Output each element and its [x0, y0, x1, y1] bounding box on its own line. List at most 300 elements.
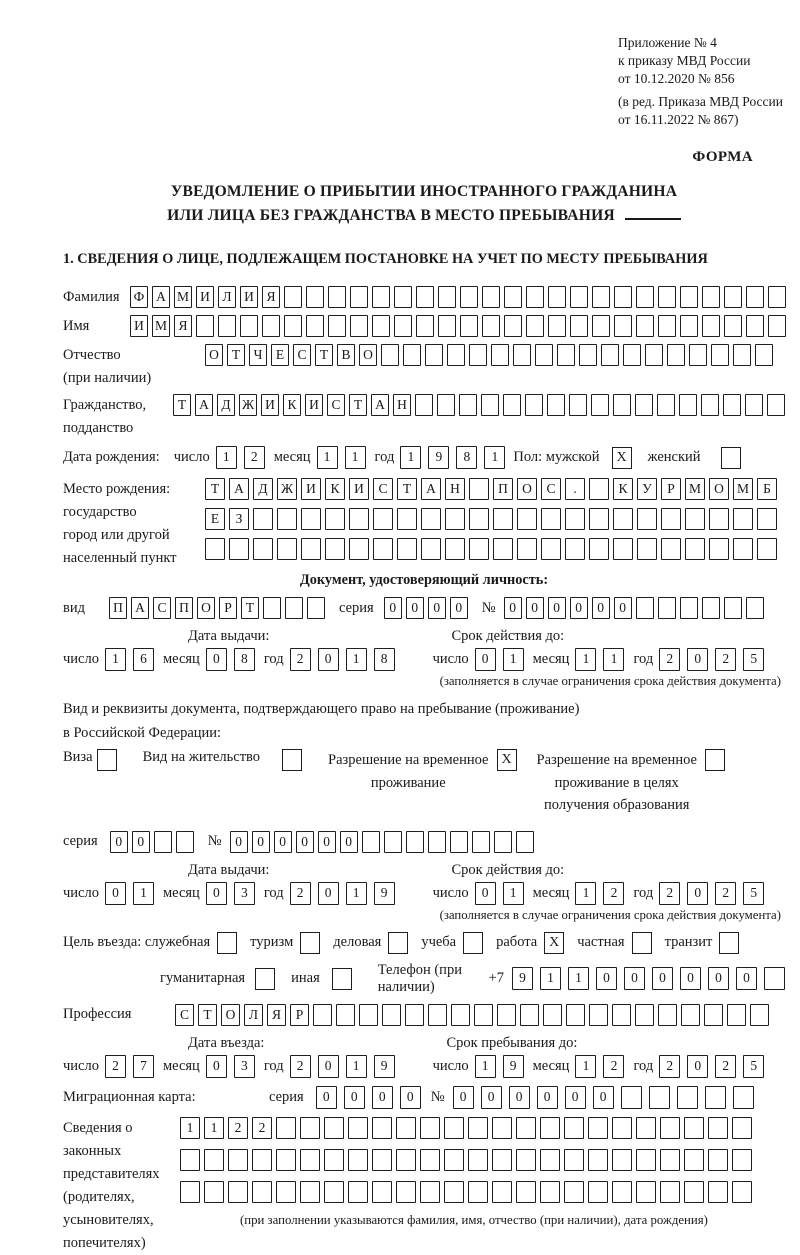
char-cell[interactable]	[493, 538, 513, 560]
char-cell[interactable]	[724, 315, 742, 337]
char-cell[interactable]: 0	[526, 597, 544, 619]
char-cell[interactable]	[324, 1117, 344, 1139]
char-cell[interactable]	[660, 1149, 680, 1171]
char-cell[interactable]	[396, 1149, 416, 1171]
char-cell[interactable]	[588, 1181, 608, 1203]
char-cell[interactable]	[504, 315, 522, 337]
char-cell[interactable]: 1	[603, 648, 624, 671]
char-cell[interactable]	[557, 344, 575, 366]
char-cell[interactable]	[180, 1181, 200, 1203]
char-cell[interactable]: М	[733, 478, 753, 500]
char-cell[interactable]	[564, 1117, 584, 1139]
char-cell[interactable]	[459, 394, 477, 416]
char-cell[interactable]	[301, 508, 321, 530]
char-cell[interactable]: 0	[296, 831, 314, 853]
char-cell[interactable]: 0	[475, 648, 496, 671]
char-cell[interactable]	[300, 1181, 320, 1203]
char-cell[interactable]: 9	[374, 1055, 395, 1078]
char-cell[interactable]	[636, 286, 654, 308]
char-cell[interactable]: 2	[603, 882, 624, 905]
char-cell[interactable]	[262, 315, 280, 337]
char-cell[interactable]	[438, 286, 456, 308]
char-cell[interactable]	[218, 315, 236, 337]
char-cell[interactable]: 2	[715, 882, 736, 905]
char-cell[interactable]	[702, 286, 720, 308]
char-cell[interactable]	[755, 344, 773, 366]
char-cell[interactable]	[724, 286, 742, 308]
char-cell[interactable]	[612, 1149, 632, 1171]
char-cell[interactable]: 1	[540, 967, 561, 990]
char-cell[interactable]	[425, 344, 443, 366]
char-cell[interactable]: 0	[687, 882, 708, 905]
char-cell[interactable]	[588, 1117, 608, 1139]
char-cell[interactable]	[492, 1149, 512, 1171]
char-cell[interactable]: А	[131, 597, 149, 619]
char-cell[interactable]	[492, 1181, 512, 1203]
char-cell[interactable]: 2	[228, 1117, 248, 1139]
char-cell[interactable]: 2	[659, 882, 680, 905]
char-cell[interactable]	[253, 538, 273, 560]
char-cell[interactable]	[313, 1004, 332, 1026]
char-cell[interactable]: М	[685, 478, 705, 500]
char-cell[interactable]: 2	[105, 1055, 126, 1078]
char-cell[interactable]: Т	[397, 478, 417, 500]
char-cell[interactable]	[447, 344, 465, 366]
char-cell[interactable]: А	[152, 286, 170, 308]
char-cell[interactable]: 0	[318, 648, 339, 671]
char-cell[interactable]: Я	[262, 286, 280, 308]
char-cell[interactable]: 5	[743, 648, 764, 671]
char-cell[interactable]	[517, 538, 537, 560]
char-cell[interactable]	[548, 315, 566, 337]
other-purpose-checkbox[interactable]	[332, 968, 352, 990]
char-cell[interactable]: 0	[450, 597, 468, 619]
char-cell[interactable]: С	[541, 478, 561, 500]
char-cell[interactable]: Т	[198, 1004, 217, 1026]
char-cell[interactable]: 2	[244, 446, 265, 469]
char-cell[interactable]	[416, 315, 434, 337]
char-cell[interactable]	[348, 1181, 368, 1203]
char-cell[interactable]	[444, 1181, 464, 1203]
char-cell[interactable]	[733, 1086, 754, 1109]
purpose-tourism-checkbox[interactable]	[300, 932, 320, 954]
char-cell[interactable]	[300, 1117, 320, 1139]
char-cell[interactable]	[525, 394, 543, 416]
char-cell[interactable]	[277, 538, 297, 560]
char-cell[interactable]: Т	[227, 344, 245, 366]
char-cell[interactable]	[444, 1117, 464, 1139]
humanitarian-checkbox[interactable]	[255, 968, 275, 990]
char-cell[interactable]	[540, 1181, 560, 1203]
char-cell[interactable]	[516, 1149, 536, 1171]
char-cell[interactable]	[372, 1117, 392, 1139]
char-cell[interactable]: 5	[743, 882, 764, 905]
char-cell[interactable]	[565, 538, 585, 560]
char-cell[interactable]: 0	[400, 1086, 421, 1109]
char-cell[interactable]	[570, 315, 588, 337]
char-cell[interactable]: 1	[105, 648, 126, 671]
char-cell[interactable]: О	[517, 478, 537, 500]
char-cell[interactable]	[468, 1149, 488, 1171]
purpose-business-checkbox[interactable]	[388, 932, 408, 954]
char-cell[interactable]: И	[240, 286, 258, 308]
char-cell[interactable]: 1	[346, 1055, 367, 1078]
char-cell[interactable]	[372, 1149, 392, 1171]
char-cell[interactable]: Т	[173, 394, 191, 416]
char-cell[interactable]	[636, 1149, 656, 1171]
char-cell[interactable]	[428, 831, 446, 853]
char-cell[interactable]: 0	[652, 967, 673, 990]
char-cell[interactable]	[516, 831, 534, 853]
char-cell[interactable]: 1	[400, 446, 421, 469]
char-cell[interactable]: З	[229, 508, 249, 530]
char-cell[interactable]: 0	[596, 967, 617, 990]
char-cell[interactable]: 0	[132, 831, 150, 853]
char-cell[interactable]	[460, 315, 478, 337]
char-cell[interactable]: 6	[133, 648, 154, 671]
char-cell[interactable]	[516, 1117, 536, 1139]
char-cell[interactable]: 1	[484, 446, 505, 469]
char-cell[interactable]: 0	[565, 1086, 586, 1109]
char-cell[interactable]	[372, 1181, 392, 1203]
char-cell[interactable]: 0	[614, 597, 632, 619]
purpose-study-checkbox[interactable]	[463, 932, 483, 954]
char-cell[interactable]	[614, 315, 632, 337]
char-cell[interactable]	[564, 1181, 584, 1203]
char-cell[interactable]	[240, 315, 258, 337]
char-cell[interactable]	[451, 1004, 470, 1026]
temp-permit-checkbox[interactable]: X	[497, 749, 517, 771]
char-cell[interactable]	[307, 597, 325, 619]
char-cell[interactable]	[768, 315, 786, 337]
char-cell[interactable]: 2	[715, 1055, 736, 1078]
char-cell[interactable]	[636, 315, 654, 337]
char-cell[interactable]: 1	[345, 446, 366, 469]
char-cell[interactable]	[727, 1004, 746, 1026]
char-cell[interactable]	[548, 286, 566, 308]
char-cell[interactable]	[348, 1149, 368, 1171]
char-cell[interactable]	[396, 1181, 416, 1203]
char-cell[interactable]	[732, 1181, 752, 1203]
char-cell[interactable]: 0	[592, 597, 610, 619]
char-cell[interactable]	[328, 315, 346, 337]
char-cell[interactable]: 0	[230, 831, 248, 853]
char-cell[interactable]	[204, 1181, 224, 1203]
char-cell[interactable]	[613, 394, 631, 416]
char-cell[interactable]: 0	[624, 967, 645, 990]
char-cell[interactable]: 1	[568, 967, 589, 990]
char-cell[interactable]: 9	[503, 1055, 524, 1078]
char-cell[interactable]: С	[175, 1004, 194, 1026]
char-cell[interactable]: 0	[384, 597, 402, 619]
char-cell[interactable]	[565, 508, 585, 530]
char-cell[interactable]	[468, 1117, 488, 1139]
char-cell[interactable]: 0	[318, 831, 336, 853]
char-cell[interactable]: С	[327, 394, 345, 416]
char-cell[interactable]: 0	[548, 597, 566, 619]
char-cell[interactable]	[704, 1004, 723, 1026]
char-cell[interactable]: 0	[736, 967, 757, 990]
char-cell[interactable]: 0	[105, 882, 126, 905]
char-cell[interactable]: 0	[453, 1086, 474, 1109]
char-cell[interactable]: 0	[570, 597, 588, 619]
char-cell[interactable]	[382, 1004, 401, 1026]
char-cell[interactable]: М	[174, 286, 192, 308]
char-cell[interactable]: 2	[290, 1055, 311, 1078]
char-cell[interactable]	[420, 1117, 440, 1139]
purpose-official-checkbox[interactable]	[217, 932, 237, 954]
char-cell[interactable]: 2	[290, 648, 311, 671]
char-cell[interactable]	[589, 508, 609, 530]
char-cell[interactable]	[732, 1117, 752, 1139]
char-cell[interactable]	[767, 394, 785, 416]
char-cell[interactable]: 0	[372, 1086, 393, 1109]
char-cell[interactable]: Т	[315, 344, 333, 366]
char-cell[interactable]: Е	[205, 508, 225, 530]
char-cell[interactable]: Т	[205, 478, 225, 500]
char-cell[interactable]: 0	[509, 1086, 530, 1109]
char-cell[interactable]: П	[493, 478, 513, 500]
char-cell[interactable]	[708, 1117, 728, 1139]
char-cell[interactable]	[421, 538, 441, 560]
char-cell[interactable]	[403, 344, 421, 366]
char-cell[interactable]	[612, 1004, 631, 1026]
char-cell[interactable]: Р	[661, 478, 681, 500]
char-cell[interactable]: Р	[290, 1004, 309, 1026]
purpose-transit-checkbox[interactable]	[719, 932, 739, 954]
char-cell[interactable]	[428, 1004, 447, 1026]
char-cell[interactable]: 2	[715, 648, 736, 671]
char-cell[interactable]	[394, 286, 412, 308]
char-cell[interactable]	[513, 344, 531, 366]
char-cell[interactable]	[285, 597, 303, 619]
char-cell[interactable]	[228, 1181, 248, 1203]
char-cell[interactable]	[612, 1181, 632, 1203]
char-cell[interactable]	[684, 1117, 704, 1139]
purpose-private-checkbox[interactable]	[632, 932, 652, 954]
char-cell[interactable]	[469, 478, 489, 500]
char-cell[interactable]: А	[229, 478, 249, 500]
char-cell[interactable]: 0	[537, 1086, 558, 1109]
char-cell[interactable]	[547, 394, 565, 416]
char-cell[interactable]	[661, 538, 681, 560]
char-cell[interactable]: О	[205, 344, 223, 366]
char-cell[interactable]	[705, 1086, 726, 1109]
char-cell[interactable]: О	[709, 478, 729, 500]
char-cell[interactable]: 1	[133, 882, 154, 905]
char-cell[interactable]	[373, 508, 393, 530]
char-cell[interactable]	[362, 831, 380, 853]
char-cell[interactable]	[277, 508, 297, 530]
char-cell[interactable]: 0	[318, 1055, 339, 1078]
char-cell[interactable]	[589, 1004, 608, 1026]
char-cell[interactable]	[497, 1004, 516, 1026]
char-cell[interactable]	[709, 508, 729, 530]
char-cell[interactable]: 1	[346, 648, 367, 671]
char-cell[interactable]	[570, 286, 588, 308]
char-cell[interactable]	[637, 538, 657, 560]
char-cell[interactable]	[526, 315, 544, 337]
char-cell[interactable]	[416, 286, 434, 308]
char-cell[interactable]	[660, 1181, 680, 1203]
char-cell[interactable]	[613, 538, 633, 560]
char-cell[interactable]: Р	[219, 597, 237, 619]
char-cell[interactable]	[325, 538, 345, 560]
char-cell[interactable]	[420, 1181, 440, 1203]
char-cell[interactable]: 2	[659, 1055, 680, 1078]
char-cell[interactable]: 0	[406, 597, 424, 619]
char-cell[interactable]	[680, 597, 698, 619]
char-cell[interactable]: 0	[593, 1086, 614, 1109]
char-cell[interactable]: О	[359, 344, 377, 366]
char-cell[interactable]	[657, 394, 675, 416]
char-cell[interactable]: 3	[234, 882, 255, 905]
char-cell[interactable]: Я	[267, 1004, 286, 1026]
char-cell[interactable]: 1	[575, 882, 596, 905]
char-cell[interactable]	[591, 394, 609, 416]
char-cell[interactable]	[757, 538, 777, 560]
char-cell[interactable]	[621, 1086, 642, 1109]
char-cell[interactable]	[306, 315, 324, 337]
char-cell[interactable]: 0	[110, 831, 128, 853]
char-cell[interactable]: 0	[475, 882, 496, 905]
char-cell[interactable]	[658, 315, 676, 337]
char-cell[interactable]	[732, 1149, 752, 1171]
char-cell[interactable]	[204, 1149, 224, 1171]
char-cell[interactable]	[396, 1117, 416, 1139]
char-cell[interactable]	[359, 1004, 378, 1026]
char-cell[interactable]	[252, 1181, 272, 1203]
edu-permit-checkbox[interactable]	[705, 749, 725, 771]
char-cell[interactable]: А	[421, 478, 441, 500]
char-cell[interactable]	[589, 538, 609, 560]
char-cell[interactable]	[660, 1117, 680, 1139]
char-cell[interactable]	[468, 1181, 488, 1203]
char-cell[interactable]	[349, 508, 369, 530]
char-cell[interactable]: 0	[687, 648, 708, 671]
char-cell[interactable]: 0	[708, 967, 729, 990]
char-cell[interactable]	[445, 508, 465, 530]
char-cell[interactable]: И	[301, 478, 321, 500]
char-cell[interactable]	[469, 508, 489, 530]
char-cell[interactable]: Н	[393, 394, 411, 416]
char-cell[interactable]	[681, 1004, 700, 1026]
char-cell[interactable]	[592, 315, 610, 337]
char-cell[interactable]	[325, 508, 345, 530]
char-cell[interactable]: С	[373, 478, 393, 500]
char-cell[interactable]: О	[221, 1004, 240, 1026]
char-cell[interactable]: 1	[475, 1055, 496, 1078]
char-cell[interactable]	[503, 394, 521, 416]
char-cell[interactable]	[689, 344, 707, 366]
char-cell[interactable]	[494, 831, 512, 853]
char-cell[interactable]	[745, 394, 763, 416]
char-cell[interactable]: И	[349, 478, 369, 500]
char-cell[interactable]: Я	[174, 315, 192, 337]
char-cell[interactable]	[284, 315, 302, 337]
char-cell[interactable]: 2	[659, 648, 680, 671]
char-cell[interactable]	[284, 286, 302, 308]
char-cell[interactable]: П	[109, 597, 127, 619]
char-cell[interactable]: О	[197, 597, 215, 619]
char-cell[interactable]	[420, 1149, 440, 1171]
char-cell[interactable]	[685, 508, 705, 530]
char-cell[interactable]	[301, 538, 321, 560]
char-cell[interactable]	[702, 597, 720, 619]
char-cell[interactable]: 0	[206, 1055, 227, 1078]
char-cell[interactable]: 0	[274, 831, 292, 853]
char-cell[interactable]	[394, 315, 412, 337]
char-cell[interactable]: К	[325, 478, 345, 500]
char-cell[interactable]	[540, 1117, 560, 1139]
char-cell[interactable]: Е	[271, 344, 289, 366]
char-cell[interactable]: 1	[575, 1055, 596, 1078]
char-cell[interactable]	[636, 1181, 656, 1203]
char-cell[interactable]: Ж	[239, 394, 257, 416]
char-cell[interactable]: 8	[374, 648, 395, 671]
char-cell[interactable]	[566, 1004, 585, 1026]
char-cell[interactable]	[276, 1117, 296, 1139]
char-cell[interactable]	[176, 831, 194, 853]
char-cell[interactable]	[658, 1004, 677, 1026]
char-cell[interactable]	[405, 1004, 424, 1026]
char-cell[interactable]	[450, 831, 468, 853]
visa-checkbox[interactable]	[97, 749, 117, 771]
char-cell[interactable]	[733, 508, 753, 530]
purpose-work-checkbox[interactable]: X	[544, 932, 564, 954]
char-cell[interactable]	[724, 597, 742, 619]
char-cell[interactable]	[492, 1117, 512, 1139]
char-cell[interactable]: 0	[206, 882, 227, 905]
char-cell[interactable]	[438, 315, 456, 337]
char-cell[interactable]	[372, 315, 390, 337]
char-cell[interactable]	[336, 1004, 355, 1026]
char-cell[interactable]: Ф	[130, 286, 148, 308]
char-cell[interactable]: 0	[206, 648, 227, 671]
char-cell[interactable]	[613, 508, 633, 530]
char-cell[interactable]	[384, 831, 402, 853]
char-cell[interactable]	[637, 508, 657, 530]
char-cell[interactable]	[324, 1181, 344, 1203]
char-cell[interactable]	[474, 1004, 493, 1026]
char-cell[interactable]	[658, 286, 676, 308]
gender-female-checkbox[interactable]	[721, 447, 741, 469]
char-cell[interactable]	[421, 508, 441, 530]
char-cell[interactable]: 0	[318, 882, 339, 905]
char-cell[interactable]	[205, 538, 225, 560]
char-cell[interactable]: 0	[687, 1055, 708, 1078]
char-cell[interactable]	[252, 1149, 272, 1171]
char-cell[interactable]: Б	[757, 478, 777, 500]
char-cell[interactable]	[702, 315, 720, 337]
char-cell[interactable]	[635, 394, 653, 416]
char-cell[interactable]	[180, 1149, 200, 1171]
char-cell[interactable]: С	[153, 597, 171, 619]
char-cell[interactable]	[708, 1181, 728, 1203]
char-cell[interactable]: У	[637, 478, 657, 500]
char-cell[interactable]	[579, 344, 597, 366]
char-cell[interactable]: 3	[234, 1055, 255, 1078]
char-cell[interactable]: Д	[253, 478, 273, 500]
char-cell[interactable]	[764, 967, 785, 990]
char-cell[interactable]	[460, 286, 478, 308]
char-cell[interactable]: И	[130, 315, 148, 337]
char-cell[interactable]	[746, 597, 764, 619]
char-cell[interactable]	[711, 344, 729, 366]
char-cell[interactable]: 1	[503, 882, 524, 905]
char-cell[interactable]: П	[175, 597, 193, 619]
char-cell[interactable]	[350, 286, 368, 308]
